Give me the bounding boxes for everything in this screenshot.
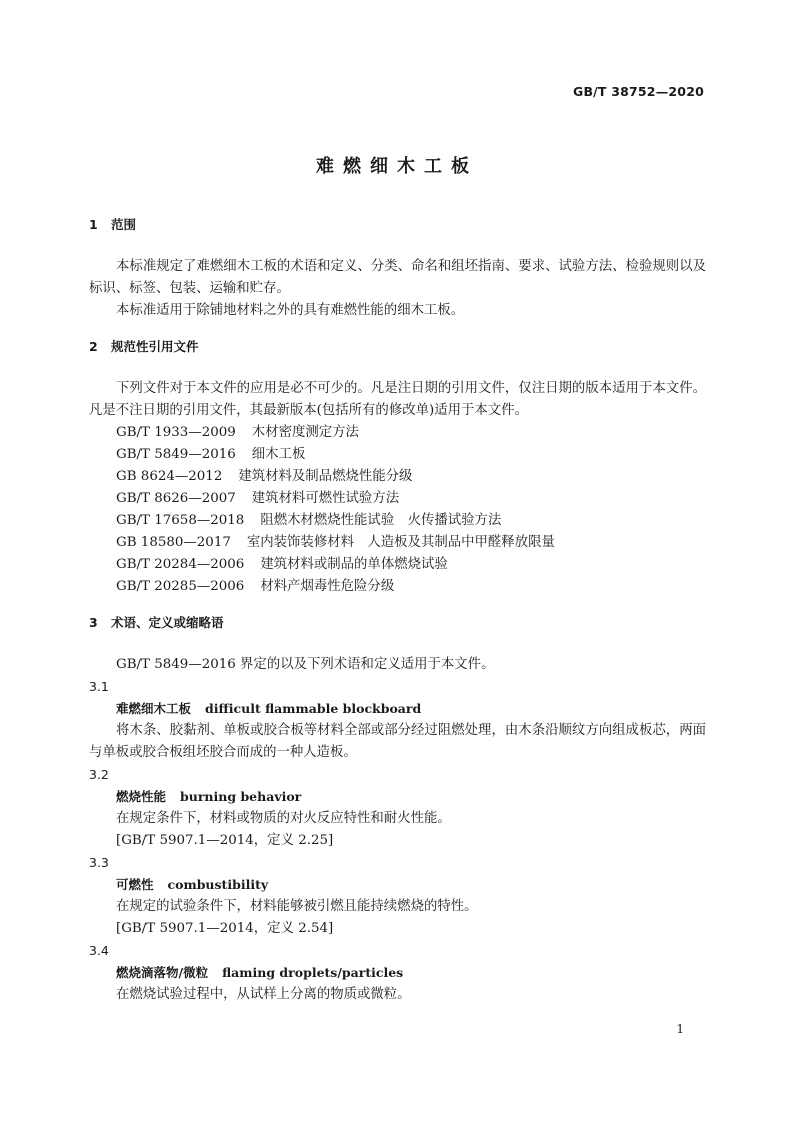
reference-title: 室内装饰装修材料 人造板及其制品中甲醛释放限量 [246,535,555,550]
reference-item [89,554,706,576]
reference-code: GB/T 8626—2007 [116,491,236,506]
reference-code: GB/T 1933—2009 [116,425,236,440]
section-number: 2 [89,339,98,354]
term-zh: 难燃细木工板 [116,701,192,716]
reference-code: GB/T 17658—2018 [116,513,245,528]
section-number: 3 [89,615,98,630]
reference-item [89,532,706,554]
term-en: difficult flammable blockboard [205,701,422,716]
section-number: 1 [89,217,98,232]
section-title: 规范性引用文件 [111,339,199,354]
reference-item [89,510,706,532]
term-name [89,786,706,808]
reference-code: GB/T 5849—2016 [116,447,236,462]
reference-code: GB 18580—2017 [116,535,231,550]
section-heading-normative-references [89,336,706,358]
term-definition: 在规定的试验条件下，材料能够被引燃且能持续燃烧的特性。 [116,899,478,914]
term-zh: 燃烧滴落物/微粒 [116,965,209,980]
section-title: 范围 [111,217,137,232]
document-title: 难燃细木工板 [316,156,478,177]
reference-title: 建筑材料可燃性试验方法 [251,491,400,506]
term-name [89,962,706,984]
paragraph: 本标准规定了难燃细木工板的术语和定义、分类、命名和组坯指南、要求、试验方法、检验规则以及标识、标签、包装、运输和贮存。 [89,259,706,296]
term-source: [GB/T 5907.1—2014，定义 2.25] [116,833,334,848]
term-number: 3.2 [89,767,109,782]
reference-title: 材料产烟毒性危险分级 [260,579,395,594]
term-number: 3.1 [89,679,109,694]
reference-title: 建筑材料及制品燃烧性能分级 [238,469,413,484]
paragraph: GB/T 5849—2016 界定的以及下列术语和定义适用于本文件。 [116,657,495,672]
term-name [89,698,706,720]
paragraph: 本标准适用于除铺地材料之外的具有难燃性能的细木工板。 [116,303,465,318]
term-definition: 在规定条件下，材料或物质的对火反应特性和耐火性能。 [116,811,451,826]
reference-title: 木材密度测定方法 [251,425,359,440]
term-source: [GB/T 5907.1—2014，定义 2.54] [116,921,334,936]
reference-code: GB/T 20285—2006 [116,579,245,594]
reference-item [89,488,706,510]
page-number: 1 [676,1022,684,1036]
term-definition: 在燃烧试验过程中，从试样上分离的物质或微粒。 [116,987,411,1002]
term-number: 3.4 [89,943,109,958]
reference-code: GB/T 20284—2006 [116,557,245,572]
term-en: burning behavior [180,789,302,804]
document-body [89,214,706,1006]
term-name [89,874,706,896]
term-number: 3.3 [89,855,109,870]
reference-item [89,444,706,466]
term-zh: 燃烧性能 [116,789,167,804]
section-heading-scope [89,214,706,236]
section-heading-terms [89,612,706,634]
term-en: flaming droplets/particles [222,965,404,980]
paragraph: 下列文件对于本文件的应用是必不可少的。凡是注日期的引用文件，仅注日期的版本适用于本文件。凡是不注日期的引用文件，其最新版本(包括所有的修改单)适用于本文件。 [89,381,706,418]
term-en: combustibility [167,877,269,892]
reference-title: 细木工板 [251,447,306,462]
term-definition: 将木条、胶黏剂、单板或胶合板等材料全部或部分经过阻燃处理，由木条沿顺纹方向组成板芯，两面与单板或胶合板组坯胶合而成的一种人造板。 [89,723,706,760]
term-zh: 可燃性 [116,877,154,892]
reference-item [89,576,706,598]
reference-item [89,466,706,488]
reference-item [89,422,706,444]
reference-title: 阻燃木材燃烧性能试验 火传播试验方法 [260,513,502,528]
reference-code: GB 8624—2012 [116,469,223,484]
reference-title: 建筑材料或制品的单体燃烧试验 [260,557,448,572]
section-title: 术语、定义或缩略语 [111,615,224,630]
standard-id: GB/T 38752—2020 [572,84,704,99]
